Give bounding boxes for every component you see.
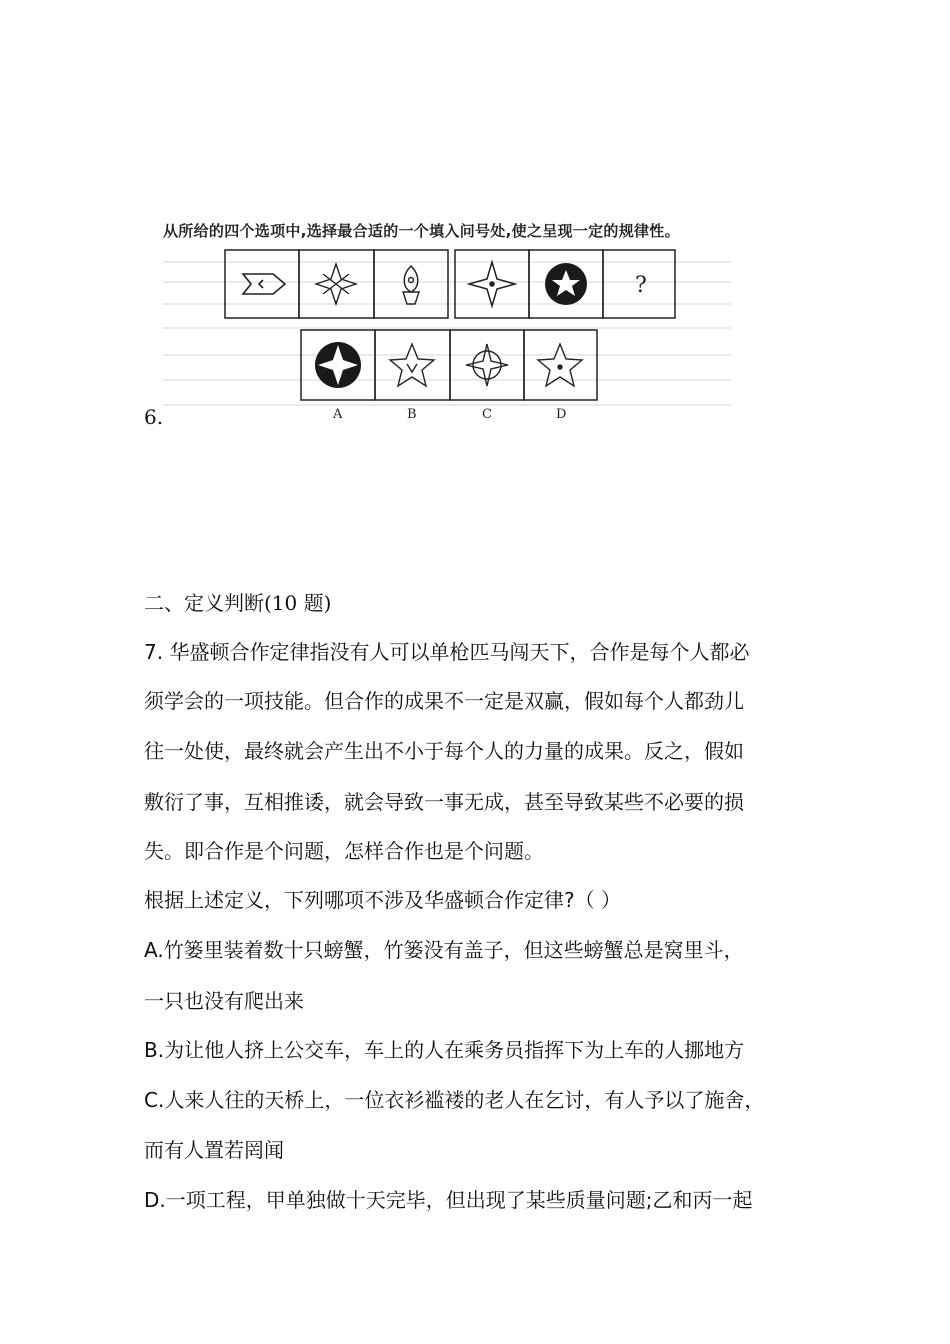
- question-7-line-1: 7. 华盛顿合作定律指没有人可以单枪匹马闯天下，合作是每个人都必: [144, 640, 750, 664]
- puzzle-figure-svg: [163, 220, 731, 425]
- figure-reasoning-puzzle: [163, 220, 731, 425]
- cross-star-icon: [316, 264, 356, 304]
- puzzle-box-3: [374, 250, 448, 318]
- question-7-line-4: 敷衍了事，互相推诿，就会导致一事无成，甚至导致某些不必要的损: [144, 790, 744, 814]
- tag-arrow-icon: [243, 274, 285, 294]
- option-box-c: [450, 330, 524, 400]
- option-box-b: [375, 330, 450, 400]
- option-c-line-2: 而有人置若罔闻: [144, 1138, 284, 1162]
- option-label-d: D: [556, 407, 567, 422]
- section-heading: 二、定义判断(10 题): [144, 591, 332, 615]
- option-a-line-1: A.竹篓里装着数十只螃蟹，竹篓没有盖子，但这些螃蟹总是窝里斗，: [144, 938, 744, 962]
- option-b-text: B.为让他人挤上公交车，车上的人在乘务员指挥下为上车的人挪地方: [144, 1038, 745, 1062]
- option-d-line-1: D.一项工程，甲单独做十天完毕，但出现了某些质量问题;乙和丙一起: [144, 1188, 753, 1212]
- option-a-line-2: 一只也没有爬出来: [144, 989, 304, 1013]
- option-c-line-1: C.人来人往的天桥上，一位衣衫褴褛的老人在乞讨，有人予以了施舍，: [144, 1088, 765, 1112]
- question-mark: ?: [635, 273, 647, 298]
- bulb-icon: [403, 266, 419, 304]
- figure-caption: 从所给的四个选项中,选择最合适的一个填入问号处,使之呈现一定的规律性。: [163, 222, 680, 240]
- option-label-a: A: [333, 407, 343, 422]
- question-6-number: 6.: [144, 405, 164, 429]
- question-7-line-3: 往一处使，最终就会产生出不小于每个人的力量的成果。反之，假如: [144, 739, 744, 763]
- question-7-line-2: 须学会的一项技能。但合作的成果不一定是双赢，假如每个人都劲儿: [144, 689, 744, 713]
- question-7-line-5: 失。即合作是个问题，怎样合作也是个问题。: [144, 839, 544, 863]
- option-label-c: C: [482, 407, 492, 422]
- four-point-star-dot-icon: [469, 262, 515, 306]
- puzzle-box-1: [225, 250, 299, 318]
- filled-circle-star-icon: [545, 263, 587, 305]
- question-7-stem: 根据上述定义，下列哪项不涉及华盛顿合作定律?（ ）: [144, 888, 621, 912]
- option-label-b: B: [407, 407, 417, 422]
- option-a-icon: [315, 342, 361, 388]
